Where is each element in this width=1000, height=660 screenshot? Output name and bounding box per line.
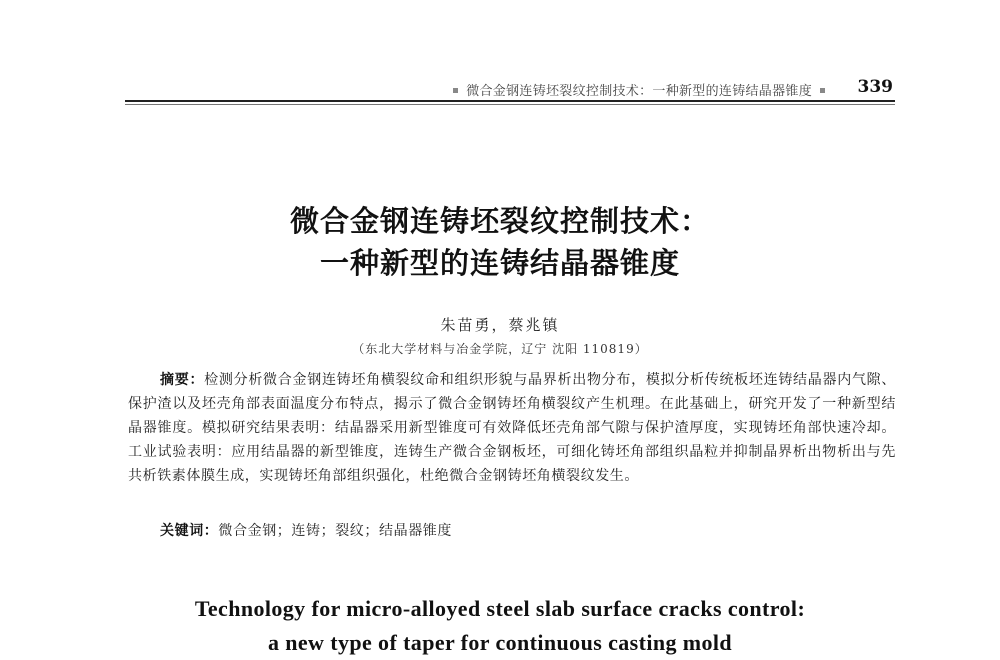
abstract-label: 摘要： <box>160 372 205 388</box>
english-title-line-1: Technology for micro-alloyed steel slab surface cracks control: <box>194 596 806 621</box>
bullet-icon <box>453 88 458 93</box>
running-header-title: 微合金钢连铸坯裂纹控制技术：一种新型的连铸结晶器锥度 <box>466 84 812 99</box>
paper-title-line-1: 微合金钢连铸坯裂纹控制技术： <box>289 204 710 238</box>
running-header <box>125 78 895 100</box>
abstract <box>128 368 896 488</box>
keywords-text: 微合金钢；连铸；裂纹；结晶器锥度 <box>218 523 453 539</box>
authors: 朱苗勇，蔡兆镇 <box>440 316 560 334</box>
paper-title <box>125 200 875 284</box>
bullet-icon <box>820 88 825 93</box>
english-title-line-2: a new type of taper for continuous casting mold <box>267 630 733 655</box>
keywords-label: 关键词： <box>160 523 219 539</box>
running-header-text <box>445 80 833 99</box>
paper-title-line-2: 一种新型的连铸结晶器锥度 <box>319 246 680 280</box>
header-rule <box>125 100 895 102</box>
keywords <box>160 519 896 543</box>
affiliation: （东北大学材料与冶金学院，辽宁 沈阳 110819） <box>352 342 648 356</box>
abstract-text: 检测分析微合金钢连铸坯角横裂纹命和组织形貌与晶界析出物分布，模拟分析传统板坯连铸结晶器内气隙、保护渣以及坯壳角部表面温度分布特点，揭示了微合金钢铸坯角横裂纹产生机理。在此基础上，研究开发了一种新型结晶器锥度。模拟研究结果表明：结晶器采用新型锥度可有效降低坯壳角部气隙与保护渣厚度，实现铸坯角部快速冷却。工业试验表明：应用结晶器的新型锥度，连铸生产微合金钢板坯，可细化铸坯角部组织晶粒并抑制晶界析出物析出与先共析铁素体膜生成，实现铸坯角部组织强化，杜绝微合金钢铸坯角横裂纹发生。 <box>128 372 896 484</box>
english-title <box>100 592 900 660</box>
header-rule-thin <box>125 104 895 105</box>
page-number: 339 <box>857 77 893 97</box>
